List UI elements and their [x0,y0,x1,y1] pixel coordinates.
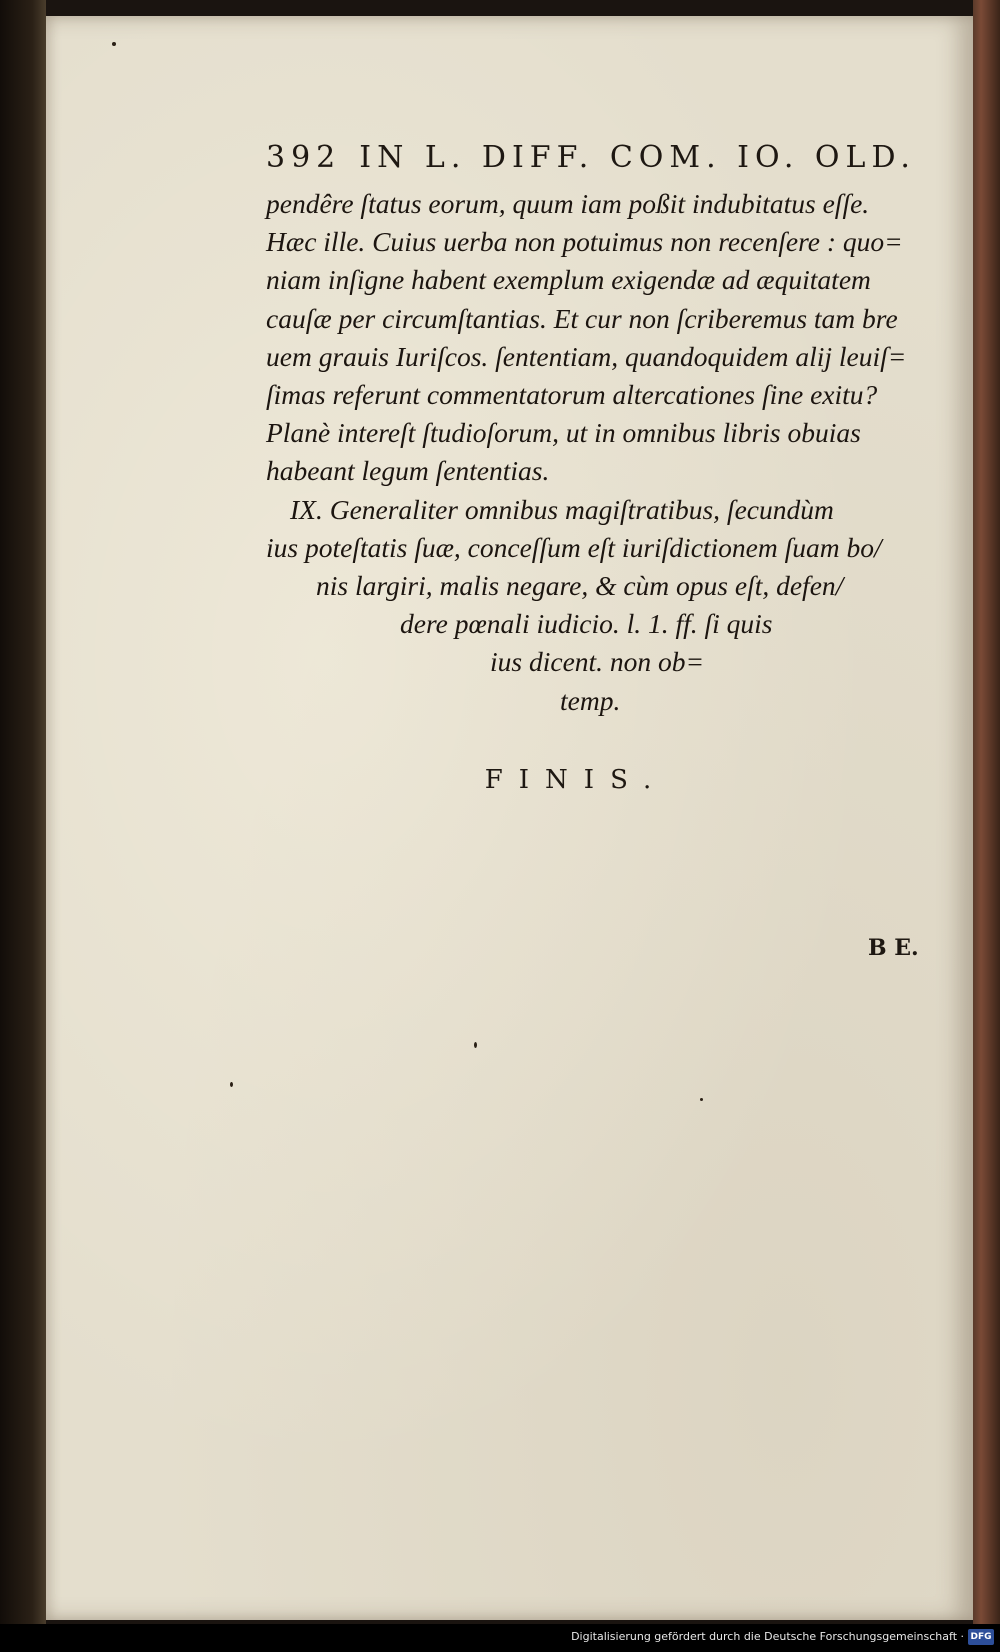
section-ix-line: ius dicent. non ob= [490,646,705,678]
text-line: uem grauis Iuriſcos. ſententiam, quandoquidem alij leuiſ= [266,340,907,372]
book-edge-right [973,0,1000,1624]
section-ix-line: nis largiri, malis negare, & cùm opus eſt, defen/ [316,570,844,602]
ink-speck [230,1082,233,1087]
catchword: B E. [868,935,919,961]
text-line: niam inſigne habent exemplum exigendæ ad æquitatem [266,264,871,296]
ink-speck [112,42,116,46]
footer-bar [0,1624,1000,1652]
section-ix-line: temp. [560,684,621,716]
dfg-logo-icon: DFG [968,1629,994,1645]
text-line: Hæc ille. Cuius uerba non potuimus non recenſere : quo= [266,226,903,258]
section-ix-line: dere pœnali iudicio. l. 1. ff. ſi quis [400,608,773,640]
text-body [266,185,946,720]
finis-mark: FINIS. [484,765,668,795]
text-line: ſimas referunt commentatorum altercationes ſine exitu? [266,379,878,411]
running-header [266,140,916,175]
section-ix-line: ius poteſtatis ſuæ, conceſſum eſt iuriſdictionem ſuam bo/ [266,531,882,563]
ink-speck [700,1098,703,1101]
text-line: cauſæ per circumſtantias. Et cur non ſcriberemus tam bre [266,302,898,334]
text-line: pendêre ſtatus eorum, quum iam poßit indubitatus eſſe. [266,188,870,219]
page-number: 392 [266,140,342,175]
footer-credit: Digitalisierung gefördert durch die Deutsche Forschungsgemeinschaft · [571,1630,964,1643]
book-edge-left [0,0,46,1624]
section-ix-line: IX. Generaliter omnibus magiſtratibus, ſecundùm [290,493,834,525]
running-title: IN L. DIFF. COM. IO. OLD. [359,140,916,175]
ink-speck [474,1042,477,1048]
text-line: habeant legum ſententias. [266,455,550,487]
text-line: Planè intereſt ſtudioſorum, ut in omnibus libris obuias [266,417,861,449]
